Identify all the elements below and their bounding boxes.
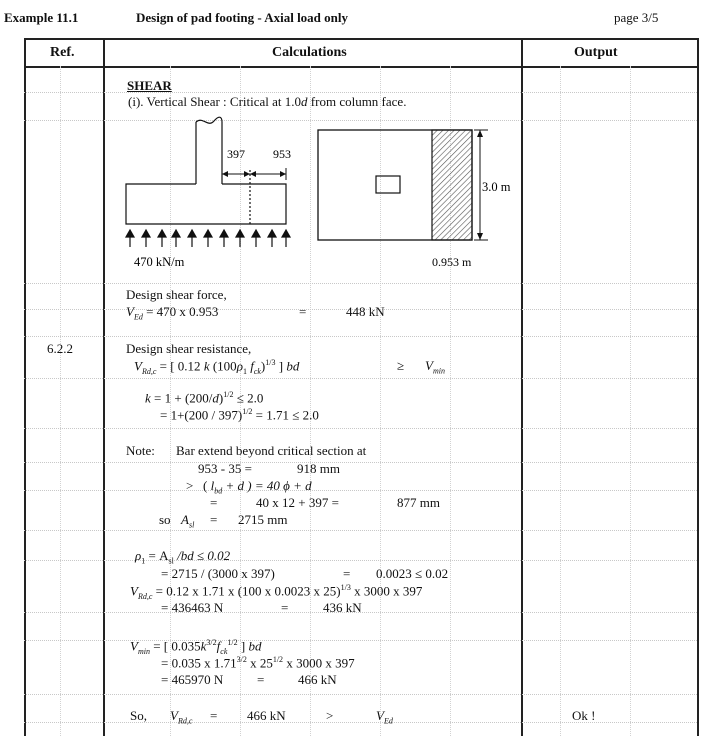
vrdc-result-n: = 436463 N — [161, 600, 224, 615]
rho-calc: = 2715 / (3000 x 397) — [161, 566, 275, 581]
rho-result: 0.0023 ≤ 0.02 — [376, 566, 449, 581]
conclusion-ved: $V_{Ed}$ — [376, 708, 393, 726]
vrdc-calc: $V_{Rd,c} = 0.12$ x 1.71 x (100 x 0.0023 x 25)$^{1/3}$ x 3000 x 397 — [130, 583, 423, 601]
asl-value: 2715 mm — [238, 512, 288, 527]
note-label: Note: — [126, 443, 155, 458]
column-output: Output — [574, 45, 618, 60]
vmin-result-kn: 466 kN — [298, 672, 337, 687]
conclusion-vrdc: $V_{Rd,c}$ — [170, 708, 193, 726]
vrdc-result-kn: 436 kN — [323, 600, 362, 615]
design-shear-eq: = — [299, 304, 307, 319]
width-label: 3.0 m — [482, 180, 511, 194]
footing-plan — [318, 130, 488, 240]
lbd-calc: 40 x 12 + 397 = — [256, 495, 339, 510]
asl-eq: = — [210, 512, 218, 527]
load-arrows — [126, 230, 290, 247]
so-label: so — [159, 512, 171, 527]
lbd-gt: > — [186, 478, 194, 493]
dim-953: 953 — [273, 147, 291, 161]
output-ok: Ok ! — [572, 708, 596, 723]
column-calculations: Calculations — [272, 45, 347, 60]
page-number: page 3/5 — [614, 10, 659, 25]
shear-resistance-formula: $V_{Rd,c}$ = [ 0.12 k ($100\rho_1$ $f_{ck})^{1/3}$ ] bd — [134, 358, 300, 376]
anchorage-result: 918 mm — [297, 461, 340, 476]
strip-label: 0.953 m — [432, 255, 472, 269]
load-label: 470 kN/m — [134, 255, 185, 269]
shear-heading: SHEAR — [127, 78, 172, 93]
vmin-symbol: $V_{min}$ — [425, 358, 445, 376]
k-formula: $k = 1 + (200/d)^{1/2} \le 2.0$ — [145, 390, 264, 406]
vmin-eq: = — [257, 672, 265, 687]
footing-diagram — [110, 112, 520, 284]
asl-symbol: $A_{sl}$ — [181, 512, 195, 530]
shear-resistance-heading: Design shear resistance, — [126, 341, 252, 356]
footing-section — [126, 117, 286, 224]
k-value: = 1+(200 / 397)$^{1/2}$ = 1.71 ≤ 2.0 — [160, 407, 319, 423]
vmin-calc: = 0.035 x $1.71^{3/2}$ x $25^{1/2}$ x 3000 x 397 — [161, 655, 355, 671]
column-ref: Ref. — [50, 45, 75, 60]
geq-sign: ≥ — [397, 358, 405, 373]
lbd-eq: = — [210, 495, 218, 510]
example-number: Example 11.1 — [4, 10, 79, 25]
lbd-formula: ( $l_{bd} + d$ ) = 40 ϕ + d — [203, 478, 312, 496]
rho-formula: $\rho_1 = A_{sl}$ /bd ≤ 0.02 — [135, 548, 231, 566]
design-shear-calc: $V_{Ed} = 470$ x 0.953 — [126, 304, 219, 322]
conclusion-gt: > — [326, 708, 334, 723]
conclusion-so: So, — [130, 708, 147, 723]
vrdc-eq: = — [281, 600, 289, 615]
rho-eq: = — [343, 566, 351, 581]
vmin-result-n: = 465970 N — [161, 672, 224, 687]
anchorage-calc: 953 - 35 = — [198, 461, 252, 476]
conclusion-eq: = — [210, 708, 218, 723]
conclusion-value: 466 kN — [247, 708, 286, 723]
note-text: Bar extend beyond critical section at — [176, 443, 367, 458]
design-shear-heading: Design shear force, — [126, 287, 227, 302]
dim-397: 397 — [227, 147, 245, 161]
page-title: Design of pad footing - Axial load only — [136, 10, 349, 25]
vmin-formula: $V_{min}$ = [ $0.035k^{3/2}f_{ck}^{1/2}$ ] bd — [130, 638, 262, 656]
vertical-shear-line: (i). Vertical Shear : Critical at 1.0d from column face. — [128, 94, 407, 109]
design-shear-result: 448 kN — [346, 304, 385, 319]
clause-ref-622: 6.2.2 — [47, 341, 73, 356]
lbd-result: 877 mm — [397, 495, 440, 510]
